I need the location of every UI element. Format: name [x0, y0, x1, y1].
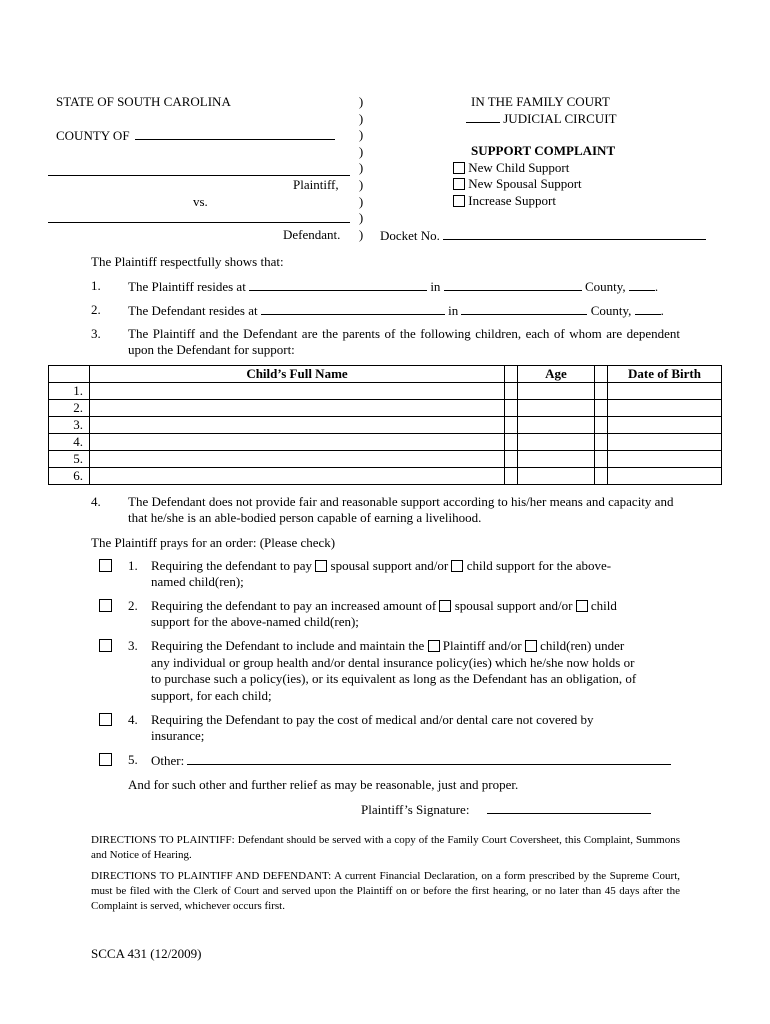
county-field[interactable]: [135, 127, 335, 140]
prayer-2-line: Requiring the defendant to pay an increased amount of spousal support and/or child: [151, 598, 617, 613]
prayer-3-checkbox[interactable]: [99, 639, 112, 652]
col-age: Age: [518, 366, 595, 383]
prayer-1-line: Requiring the defendant to pay spousal support and/or child support for the above-: [151, 558, 612, 573]
plaintiff-checkbox[interactable]: [428, 640, 440, 652]
item-number: 3.: [91, 326, 101, 341]
other-field[interactable]: [187, 752, 671, 765]
prayer-2-checkbox[interactable]: [99, 599, 112, 612]
caption-paren: ): [358, 94, 364, 109]
signature-field[interactable]: [487, 801, 651, 814]
prayer-5-checkbox[interactable]: [99, 753, 112, 766]
option-new-spousal-support[interactable]: New Spousal Support: [453, 176, 582, 192]
table-row[interactable]: 4.: [49, 434, 722, 451]
defendant-name-field[interactable]: [48, 210, 350, 223]
caption-paren: ): [358, 177, 364, 192]
state-label: STATE OF SOUTH CAROLINA: [56, 94, 231, 109]
circuit-number-field[interactable]: [466, 110, 500, 123]
caption-paren: ): [358, 144, 364, 159]
prayer-4-line: Requiring the Defendant to pay the cost of medical and/or dental care not covered by: [151, 712, 594, 727]
spousal-support-checkbox[interactable]: [315, 560, 327, 572]
table-row[interactable]: 6.: [49, 468, 722, 485]
docket-row: Docket No.: [380, 227, 706, 244]
checkbox[interactable]: [453, 162, 465, 174]
table-header-row: [49, 366, 722, 383]
caption-paren: ): [358, 111, 364, 126]
item-3-text: The Plaintiff and the Defendant are the parents of the following children, each of whom are dependent upon the Defendant for support:: [128, 326, 680, 357]
prayer-4-checkbox[interactable]: [99, 713, 112, 726]
children-table: [48, 365, 722, 485]
caption-paren: ): [358, 160, 364, 175]
checkbox[interactable]: [453, 178, 465, 190]
item-number: 4.: [91, 494, 101, 509]
plaintiff-city-field[interactable]: [444, 278, 582, 291]
plaintiff-county-field[interactable]: [629, 278, 655, 291]
prayer-3-cont: support, for each child;: [151, 688, 272, 703]
defendant-label: Defendant.: [283, 227, 341, 242]
table-row[interactable]: 1.: [49, 383, 722, 400]
prayer-2-cont: support for the above-named child(ren);: [151, 614, 359, 629]
caption-paren: ): [358, 210, 364, 225]
child-support-checkbox[interactable]: [451, 560, 463, 572]
prayer-3-cont: any individual or group health and/or dental insurance policy(ies) which he/she now holds or: [151, 655, 635, 670]
prayer-number: 4.: [128, 712, 138, 727]
directions-plaintiff: DIRECTIONS TO PLAINTIFF: Defendant should be served with a copy of the Family Court Coversheet, this Complaint, Summons and Notice of Hearing.: [91, 834, 680, 861]
children-checkbox[interactable]: [525, 640, 537, 652]
item-number: 2.: [91, 302, 101, 317]
vs-label: vs.: [193, 194, 208, 209]
spousal-support-checkbox[interactable]: [439, 600, 451, 612]
table-row[interactable]: 5.: [49, 451, 722, 468]
defendant-city-field[interactable]: [461, 302, 587, 315]
prayer-number: 3.: [128, 638, 138, 653]
directions-both: DIRECTIONS TO PLAINTIFF AND DEFENDANT: A current Financial Declaration, on a form prescribed by the Supreme Court, must be filed with the Clerk of Court and served upon the Plaintiff on or before the first hearing, or no later than 45 days after the Complaint is served, whichever occurs first.: [91, 870, 680, 912]
prayer-1-cont: named child(ren);: [151, 574, 244, 589]
child-support-checkbox[interactable]: [576, 600, 588, 612]
circuit-label: JUDICIAL CIRCUIT: [466, 110, 617, 127]
plaintiff-label: Plaintiff,: [293, 177, 339, 192]
prayer-3-cont: to purchase such a policy(ies), or its equivalent as long as the Defendant has an obligation, of: [151, 671, 637, 686]
prayer-number: 1.: [128, 558, 138, 573]
col-dob: Date of Birth: [608, 366, 722, 383]
prayer-number: 5.: [128, 752, 138, 767]
prayer-5-line: Other:: [151, 752, 671, 769]
plaintiff-name-field[interactable]: [48, 163, 350, 176]
form-id: SCCA 431 (12/2009): [91, 946, 202, 961]
caption-paren: ): [358, 194, 364, 209]
complaint-title: SUPPORT COMPLAINT: [471, 143, 616, 158]
prayer-1-checkbox[interactable]: [99, 559, 112, 572]
item-number: 1.: [91, 278, 101, 293]
option-increase-support[interactable]: Increase Support: [453, 193, 556, 209]
option-new-child-support[interactable]: New Child Support: [453, 160, 569, 176]
prayer-4-cont: insurance;: [151, 728, 205, 743]
prayer-intro: The Plaintiff prays for an order: (Please check): [91, 535, 336, 550]
docket-field[interactable]: [443, 227, 706, 240]
intro-text: The Plaintiff respectfully shows that:: [91, 254, 284, 269]
signature-row: Plaintiff’s Signature:: [361, 801, 651, 818]
county-label: COUNTY OF: [56, 127, 335, 144]
item-4-text: The Defendant does not provide fair and reasonable support according to his/her means and capacity and that he/she is an able-bodied person capable of earning a livelihood.: [128, 494, 674, 525]
checkbox[interactable]: [453, 195, 465, 207]
prayer-number: 2.: [128, 598, 138, 613]
defendant-address-field[interactable]: [261, 302, 445, 315]
defendant-residence-row: The Defendant resides at in County, .: [128, 303, 664, 318]
table-row[interactable]: 2.: [49, 400, 722, 417]
caption-paren: ): [358, 227, 364, 242]
closing-text: And for such other and further relief as may be reasonable, just and proper.: [128, 777, 519, 792]
prayer-3-line: Requiring the Defendant to include and maintain the Plaintiff and/or child(ren) under: [151, 638, 625, 653]
col-child-name: Child’s Full Name: [90, 366, 505, 383]
plaintiff-address-field[interactable]: [249, 278, 427, 291]
court-label: IN THE FAMILY COURT: [471, 94, 610, 109]
defendant-county-field[interactable]: [635, 302, 661, 315]
plaintiff-residence-row: The Plaintiff resides at in County, .: [128, 279, 659, 294]
table-row[interactable]: 3.: [49, 417, 722, 434]
caption-paren: ): [358, 127, 364, 142]
